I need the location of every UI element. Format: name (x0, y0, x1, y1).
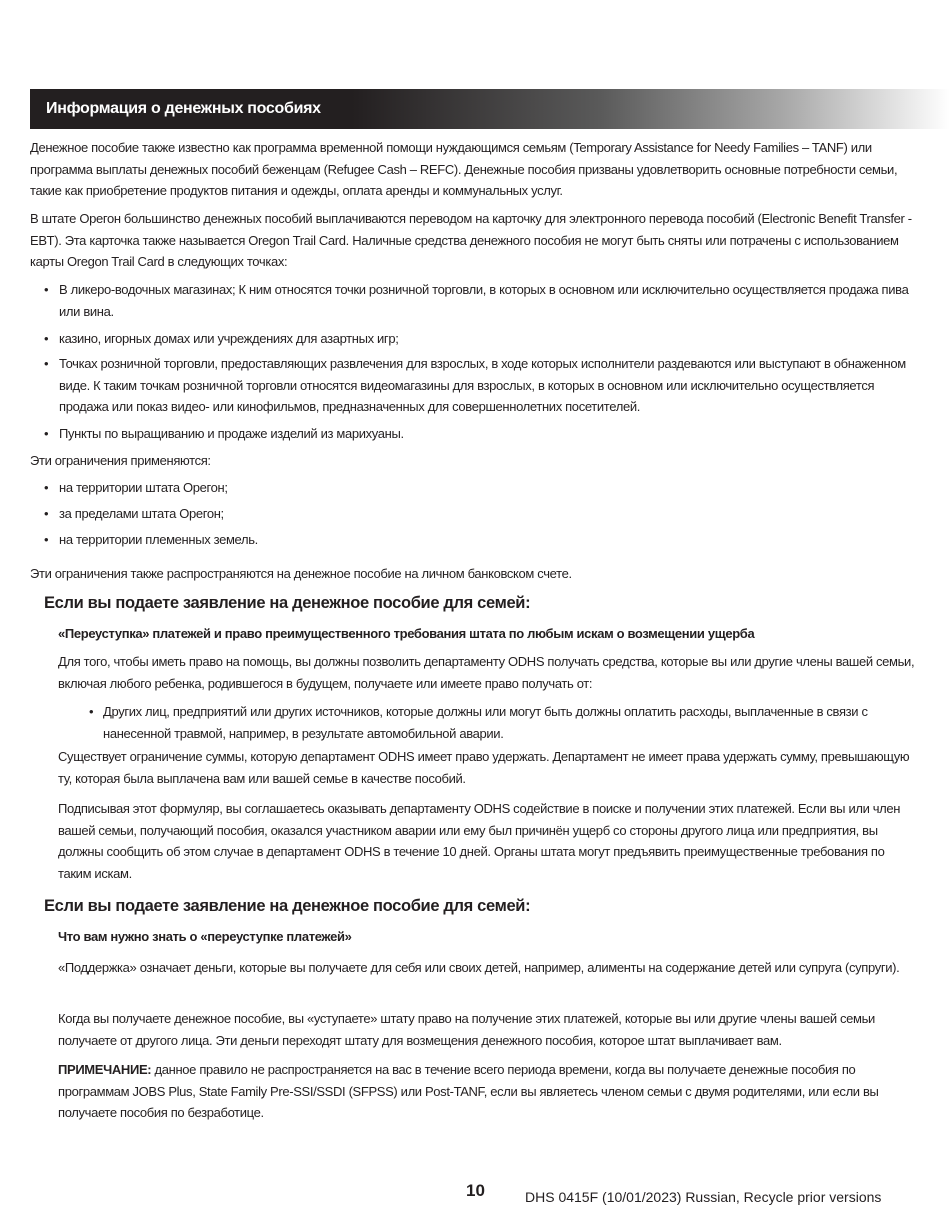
list-item: • Других лиц, предприятий или других источников, которые должны или могут быть должны оплатить расходы, выплаченные в связи с нанесенной травмой, например, в результате автомобильной аварии. (89, 701, 920, 744)
list-item: • на территории штата Орегон; (44, 477, 920, 499)
restrictions-outro: Эти ограничения также распространяются на денежное пособие на личном банковском счете. (30, 566, 572, 581)
bullet-icon: • (44, 356, 49, 371)
bullet-icon: • (44, 480, 49, 495)
list-item: • Точках розничной торговли, предоставляющих развлечения для взрослых, в ходе которых исполнители раздеваются или выступают в обнаженном виде. К таким точкам розничной торговли относятся видеомагазины для взрослых, в которых в основном или исключительно осуществляется продажа или показ видео- или кинофильмов, предназначенных для совершеннолетних посетителей. (44, 353, 920, 418)
intro-paragraph-1: Денежное пособие также известно как программа временной помощи нуждающимся семьям (Temporary Assistance for Needy Families – TANF) или программа выплаты денежных пособий беженцам (Refugee Cash – REFC). Денежные пособия призваны удовлетворить основные потребности семьи, такие как приобретение продуктов питания и одежды, оплата аренды и коммунальных услуг. (30, 140, 898, 198)
section2-note (58, 1059, 920, 1124)
bullet-icon: • (44, 282, 49, 297)
restrictions-intro: Эти ограничения применяются: (30, 453, 211, 468)
note-text: данное правило не распространяется на вас в течение всего периода времени, когда вы получаете денежные пособия по программам JOBS Plus, State Family Pre-SSI/SSDI (SFPSS) или Post-TANF, если вы являетесь членом семьи с двумя родителями, или если вы получаете пособия по безработице. (58, 1062, 879, 1120)
section1-paragraph-3: Подписывая этот формуляр, вы соглашаетесь оказывать департаменту ODHS содействие в поиске и получении этих платежей. Если вы или член вашей семьи, получающий пособия, оказался участником аварии или ему был причинён ущерб со стороны другого лица или предприятия, вы должны сообщить об этом случае в департамент ODHS в течение 10 дней. Органы штата могут предъявить преимущественные требования по таким искам. (58, 801, 901, 881)
list-item: • Пункты по выращиванию и продаже изделий из марихуаны. (44, 423, 920, 445)
page-number: 10 (466, 1181, 485, 1200)
section1-subheading: «Переуступка» платежей и право преимущественного требования штата по любым искам о возмещении ущерба (58, 626, 755, 641)
bullet-icon: • (44, 532, 49, 547)
section2-paragraph-2: Когда вы получаете денежное пособие, вы «уступаете» штату право на получение этих платежей, которые вы или другие члены вашей семьи получаете от другого лица. Эти деньги переходят штату для возмещения денежного пособия, которое штат выплачивает вам. (58, 1011, 875, 1048)
form-id: DHS 0415F (10/01/2023) Russian, Recycle prior versions (525, 1189, 882, 1205)
note-label: ПРИМЕЧАНИЕ: (58, 1062, 152, 1077)
list-item: • за пределами штата Орегон; (44, 503, 920, 525)
section2-paragraph-1: «Поддержка» означает деньги, которые вы получаете для себя или своих детей, например, алименты на содержание детей или супруга (супруги). (58, 960, 900, 975)
list-item: • на территории племенных земель. (44, 529, 920, 551)
section1-paragraph-1: Для того, чтобы иметь право на помощь, вы должны позволить департаменту ODHS получать средства, которые вы или другие члены вашей семьи, включая любого ребенка, родившегося в будущем, получаете или имеете право получать от: (58, 654, 915, 691)
intro-paragraph-2: В штате Орегон большинство денежных пособий выплачиваются переводом на карточку для электронного перевода пособий (Electronic Benefit Transfer - EBT). Эта карточка также называется Oregon Trail Card. Наличные средства денежного пособия не могут быть сняты или потрачены с использованием карты Oregon Trail Card в следующих точках: (30, 211, 912, 269)
section1-heading: Если вы подаете заявление на денежное пособие для семей: (44, 594, 531, 612)
list-item: • казино, игорных домах или учреждениях для азартных игр; (44, 328, 920, 350)
list-item: • В ликеро-водочных магазинах; К ним относятся точки розничной торговли, в которых в основном или исключительно осуществляется продажа пива или вина. (44, 279, 920, 322)
section-banner (30, 89, 950, 129)
banner-title: Информация о денежных пособиях (46, 100, 321, 117)
section2-subheading: Что вам нужно знать о «переуступке платежей» (58, 929, 352, 944)
bullet-icon: • (89, 704, 94, 719)
bullet-icon: • (44, 426, 49, 441)
bullet-icon: • (44, 331, 49, 346)
section1-paragraph-2: Существует ограничение суммы, которую департамент ODHS имеет право удержать. Департамент не имеет права удержать сумму, превышающую ту, которая была выплачена вам или вашей семье в качестве пособий. (58, 749, 910, 786)
section2-heading: Если вы подаете заявление на денежное пособие для семей: (44, 897, 531, 915)
bullet-icon: • (44, 506, 49, 521)
